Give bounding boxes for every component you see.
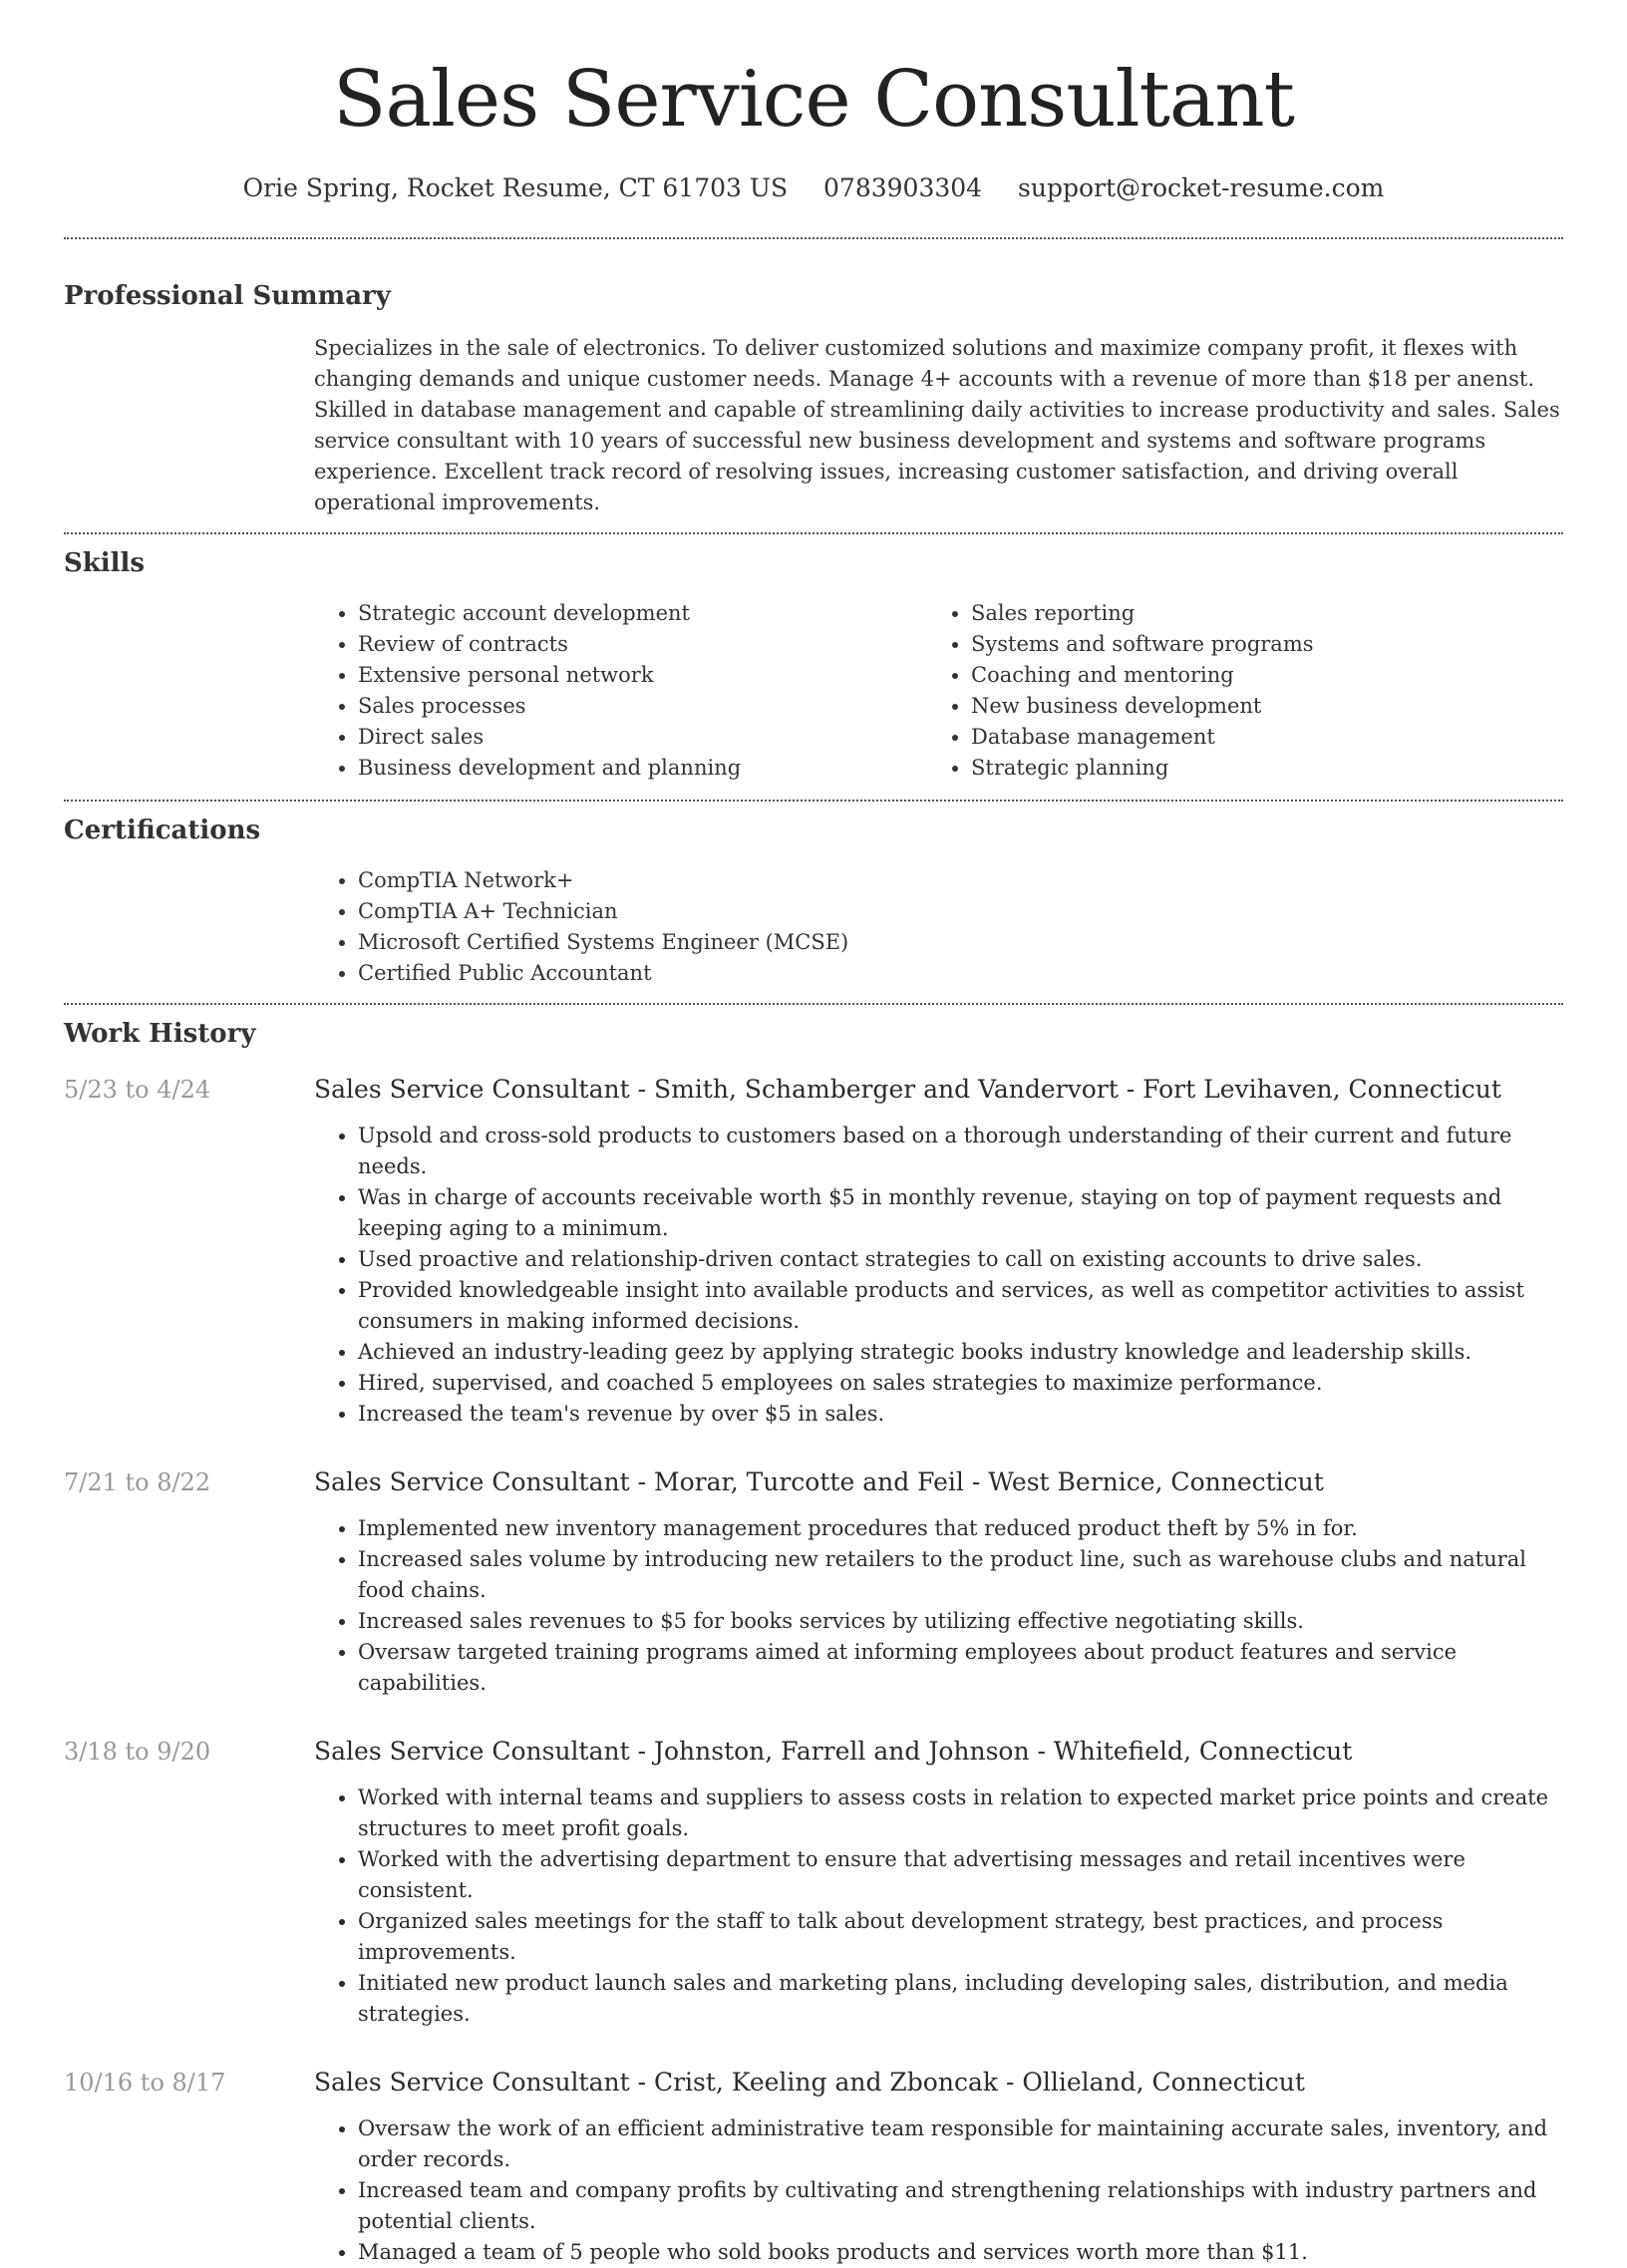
certifications-list: [314, 865, 1563, 989]
job-details: [314, 2066, 1563, 2268]
skill-item: • Sales reporting: [971, 598, 1540, 629]
job-entry: [64, 1073, 1563, 1430]
job-bullets: [314, 1782, 1563, 2030]
skill-item: • Coaching and mentoring: [971, 660, 1540, 691]
contact-phone: 0783903304: [823, 173, 983, 202]
job-bullet: • Used proactive and relationship-driven contact strategies to call on existing accounts to drive sales.: [358, 1244, 1563, 1275]
skill-item: • Database management: [971, 722, 1540, 753]
contact-address: Orie Spring, Rocket Resume, CT 61703 US: [242, 173, 789, 202]
job-bullet: • Organized sales meetings for the staff to talk about development strategy, best practices, and process improvements.: [358, 1906, 1563, 1968]
contact-email: support@rocket-resume.com: [1018, 173, 1385, 202]
certification-item: • Microsoft Certified Systems Engineer (MCSE): [358, 927, 1563, 958]
job-bullet: • Increased sales volume by introducing new retailers to the product line, such as warehouse clubs and natural food chains.: [358, 1544, 1563, 1606]
job-bullet: • Oversaw targeted training programs aimed at informing employees about product features and service capabilities.: [358, 1637, 1563, 1699]
skills-column-right: [927, 598, 1540, 784]
job-entry: [64, 1465, 1563, 1699]
summary-text: Specializes in the sale of electronics. To deliver customized solutions and maximize company profit, it flexes with changing demands and unique customer needs. Manage 4+ accounts with a revenue of more than $18 per anenst. Skilled in database management and capable of streamlining daily activities to increase productivity and sales. Sales service consultant with 10 years of successful new business development and systems and software programs experience. Excellent track record of resolving issues, increasing customer satisfaction, and driving overall operational improvements.: [314, 336, 1560, 514]
section-divider: [64, 532, 1563, 534]
job-bullet: • Increased team and company profits by cultivating and strengthening relationships with industry partners and potential clients.: [358, 2175, 1563, 2237]
skills-column-left: [314, 598, 927, 784]
skill-item: • Direct sales: [358, 722, 927, 753]
job-bullet: • Hired, supervised, and coached 5 employees on sales strategies to maximize performance.: [358, 1368, 1563, 1399]
job-bullet: • Worked with the advertising department to ensure that advertising messages and retail incentives were consistent.: [358, 1844, 1563, 1906]
job-bullet: • Upsold and cross-sold products to customers based on a thorough understanding of their current and future needs.: [358, 1121, 1563, 1182]
certification-item: • Certified Public Accountant: [358, 958, 1563, 989]
job-bullet: • Initiated new product launch sales and marketing plans, including developing sales, distribution, and media strategies.: [358, 1968, 1563, 2030]
section-divider: [64, 1003, 1563, 1005]
skill-item: • Business development and planning: [358, 753, 927, 784]
skill-item: • Extensive personal network: [358, 660, 927, 691]
job-details: [314, 1073, 1563, 1430]
job-dates: 3/18 to 9/20: [64, 1738, 211, 1766]
job-bullet: • Increased sales revenues to $5 for books services by utilizing effective negotiating skills.: [358, 1606, 1563, 1637]
skill-item: • Sales processes: [358, 691, 927, 722]
job-entry: [64, 1735, 1563, 2030]
skills-list: [314, 598, 1563, 784]
job-details: [314, 1735, 1563, 2030]
job-dates: 5/23 to 4/24: [64, 1076, 211, 1104]
certification-item: • CompTIA Network+: [358, 865, 1563, 896]
job-title: Sales Service Consultant - Johnston, Farrell and Johnson - Whitefield, Connecticut: [314, 1737, 1353, 1766]
job-entry: [64, 2066, 1563, 2268]
job-title: Sales Service Consultant - Crist, Keeling and Zboncak - Ollieland, Connecticut: [314, 2068, 1305, 2097]
work-history-heading: Work History: [64, 1019, 256, 1049]
job-bullets: [314, 1513, 1563, 1699]
job-bullet: • Was in charge of accounts receivable worth $5 in monthly revenue, staying on top of payment requests and keeping aging to a minimum.: [358, 1182, 1563, 1244]
skill-item: • Review of contracts: [358, 629, 927, 660]
section-divider: [64, 237, 1563, 239]
job-bullets: [314, 2113, 1563, 2268]
job-title: Sales Service Consultant - Smith, Schamberger and Vandervort - Fort Levihaven, Connecticut: [314, 1075, 1501, 1104]
job-bullet: • Achieved an industry-leading geez by applying strategic books industry knowledge and leadership skills.: [358, 1337, 1563, 1368]
skill-item: • New business development: [971, 691, 1540, 722]
certifications-heading: Certifications: [64, 815, 261, 845]
job-bullet: • Increased the team's revenue by over $5 in sales.: [358, 1399, 1563, 1430]
page-title: Sales Service Consultant: [333, 55, 1294, 145]
job-bullet: • Managed a team of 5 people who sold books products and services worth more than $11.: [358, 2237, 1563, 2268]
job-bullet: • Implemented new inventory management procedures that reduced product theft by 5% in for.: [358, 1513, 1563, 1544]
job-bullet: • Oversaw the work of an efficient administrative team responsible for maintaining accurate sales, inventory, and order records.: [358, 2113, 1563, 2175]
job-details: [314, 1465, 1563, 1699]
certification-item: • CompTIA A+ Technician: [358, 896, 1563, 927]
job-bullet: • Worked with internal teams and suppliers to assess costs in relation to expected market price points and create structures to meet profit goals.: [358, 1782, 1563, 1844]
summary-heading: Professional Summary: [64, 281, 391, 311]
job-dates: 10/16 to 8/17: [64, 2069, 226, 2097]
job-bullets: [314, 1121, 1563, 1430]
job-bullet: • Provided knowledgeable insight into available products and services, as well as competitor activities to assist consumers in making informed decisions.: [358, 1275, 1563, 1337]
skill-item: • Strategic planning: [971, 753, 1540, 784]
skill-item: • Strategic account development: [358, 598, 927, 629]
section-divider: [64, 800, 1563, 802]
job-dates: 7/21 to 8/22: [64, 1468, 211, 1496]
skill-item: • Systems and software programs: [971, 629, 1540, 660]
skills-heading: Skills: [64, 548, 146, 578]
job-title: Sales Service Consultant - Morar, Turcotte and Feil - West Bernice, Connecticut: [314, 1467, 1324, 1496]
contact-line: [64, 171, 1563, 205]
